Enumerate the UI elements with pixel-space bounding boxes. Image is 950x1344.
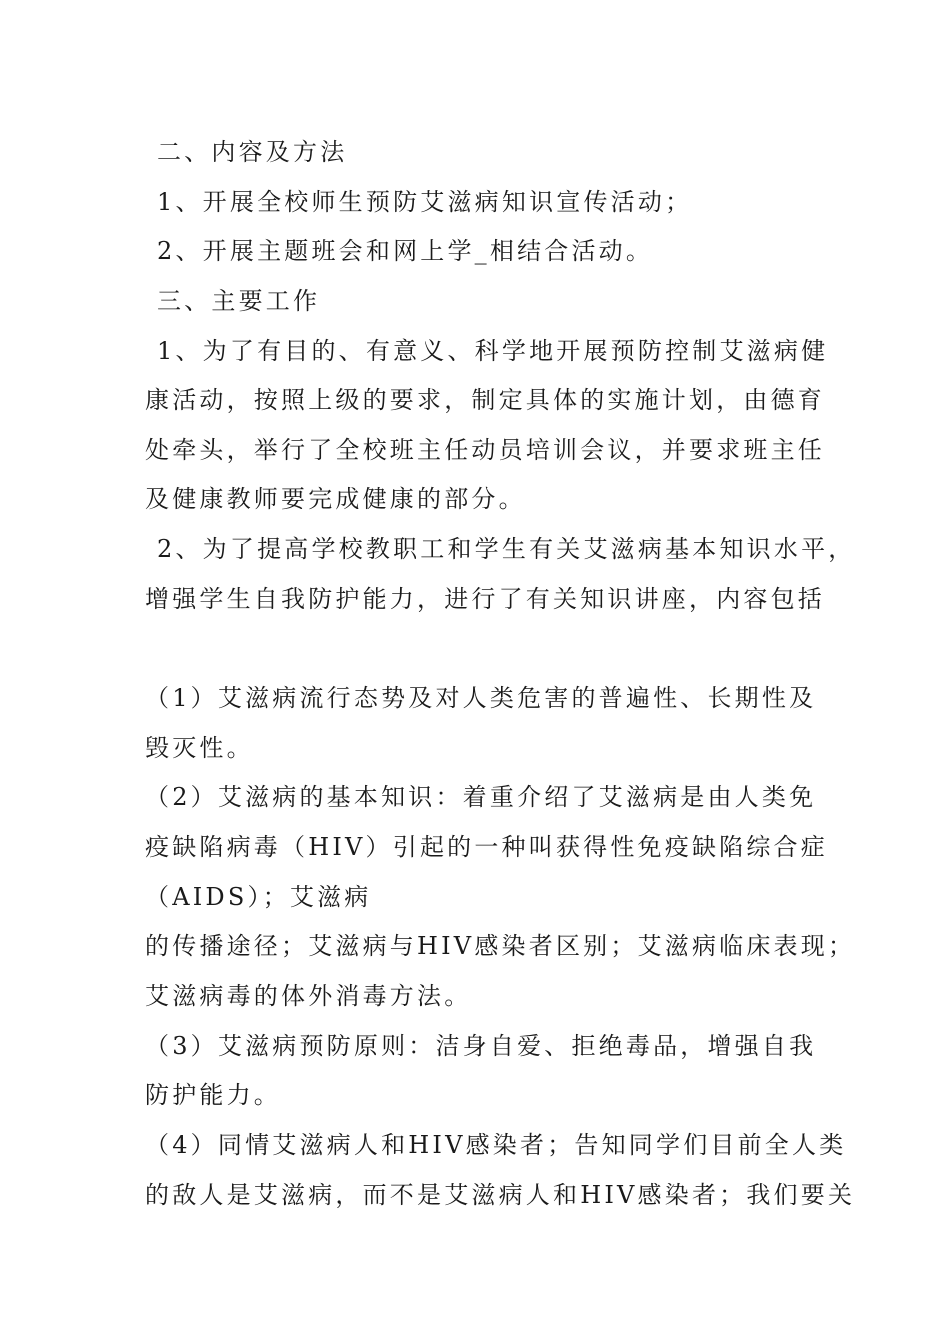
paragraph-line: 2、开展主题班会和网上学_相结合活动。 bbox=[157, 237, 654, 265]
paragraph-line: （3）艾滋病预防原则：洁身自爱、拒绝毒品，增强自我 bbox=[145, 1032, 817, 1060]
paragraph-line: 1、开展全校师生预防艾滋病知识宣传活动； bbox=[157, 188, 693, 216]
paragraph-line: 艾滋病毒的体外消毒方法。 bbox=[145, 982, 472, 1010]
section-heading: 二、内容及方法 bbox=[157, 138, 348, 166]
paragraph-line: （1）艾滋病流行态势及对人类危害的普遍性、长期性及 bbox=[145, 684, 817, 712]
paragraph-line: 的传播途径；艾滋病与HIV感染者区别；艾滋病临床表现； bbox=[145, 932, 856, 960]
paragraph-line: 防护能力。 bbox=[145, 1081, 281, 1109]
paragraph-line: （4）同情艾滋病人和HIV感染者；告知同学们目前全人类 bbox=[145, 1131, 847, 1159]
paragraph-line: 增强学生自我防护能力，进行了有关知识讲座，内容包括 bbox=[145, 585, 825, 613]
paragraph-line: 毁灭性。 bbox=[145, 734, 254, 762]
paragraph-line: 1、为了有目的、有意义、科学地开展预防控制艾滋病健 bbox=[157, 337, 829, 365]
paragraph-line: 2、为了提高学校教职工和学生有关艾滋病基本知识水平， bbox=[157, 535, 856, 563]
paragraph-line: （AIDS）；艾滋病 bbox=[145, 883, 372, 911]
paragraph-line: 及健康教师要完成健康的部分。 bbox=[145, 485, 526, 513]
paragraph-line: 康活动，按照上级的要求，制定具体的实施计划，由德育 bbox=[145, 386, 825, 414]
paragraph-line: 处牵头，举行了全校班主任动员培训会议，并要求班主任 bbox=[145, 436, 825, 464]
paragraph-line: 疫缺陷病毒（HIV）引起的一种叫获得性免疫缺陷综合症 bbox=[145, 833, 828, 861]
section-heading: 三、主要工作 bbox=[157, 287, 321, 315]
paragraph-line: 的敌人是艾滋病，而不是艾滋病人和HIV感染者；我们要关 bbox=[145, 1181, 856, 1209]
paragraph-line: （2）艾滋病的基本知识：着重介绍了艾滋病是由人类免 bbox=[145, 783, 817, 811]
